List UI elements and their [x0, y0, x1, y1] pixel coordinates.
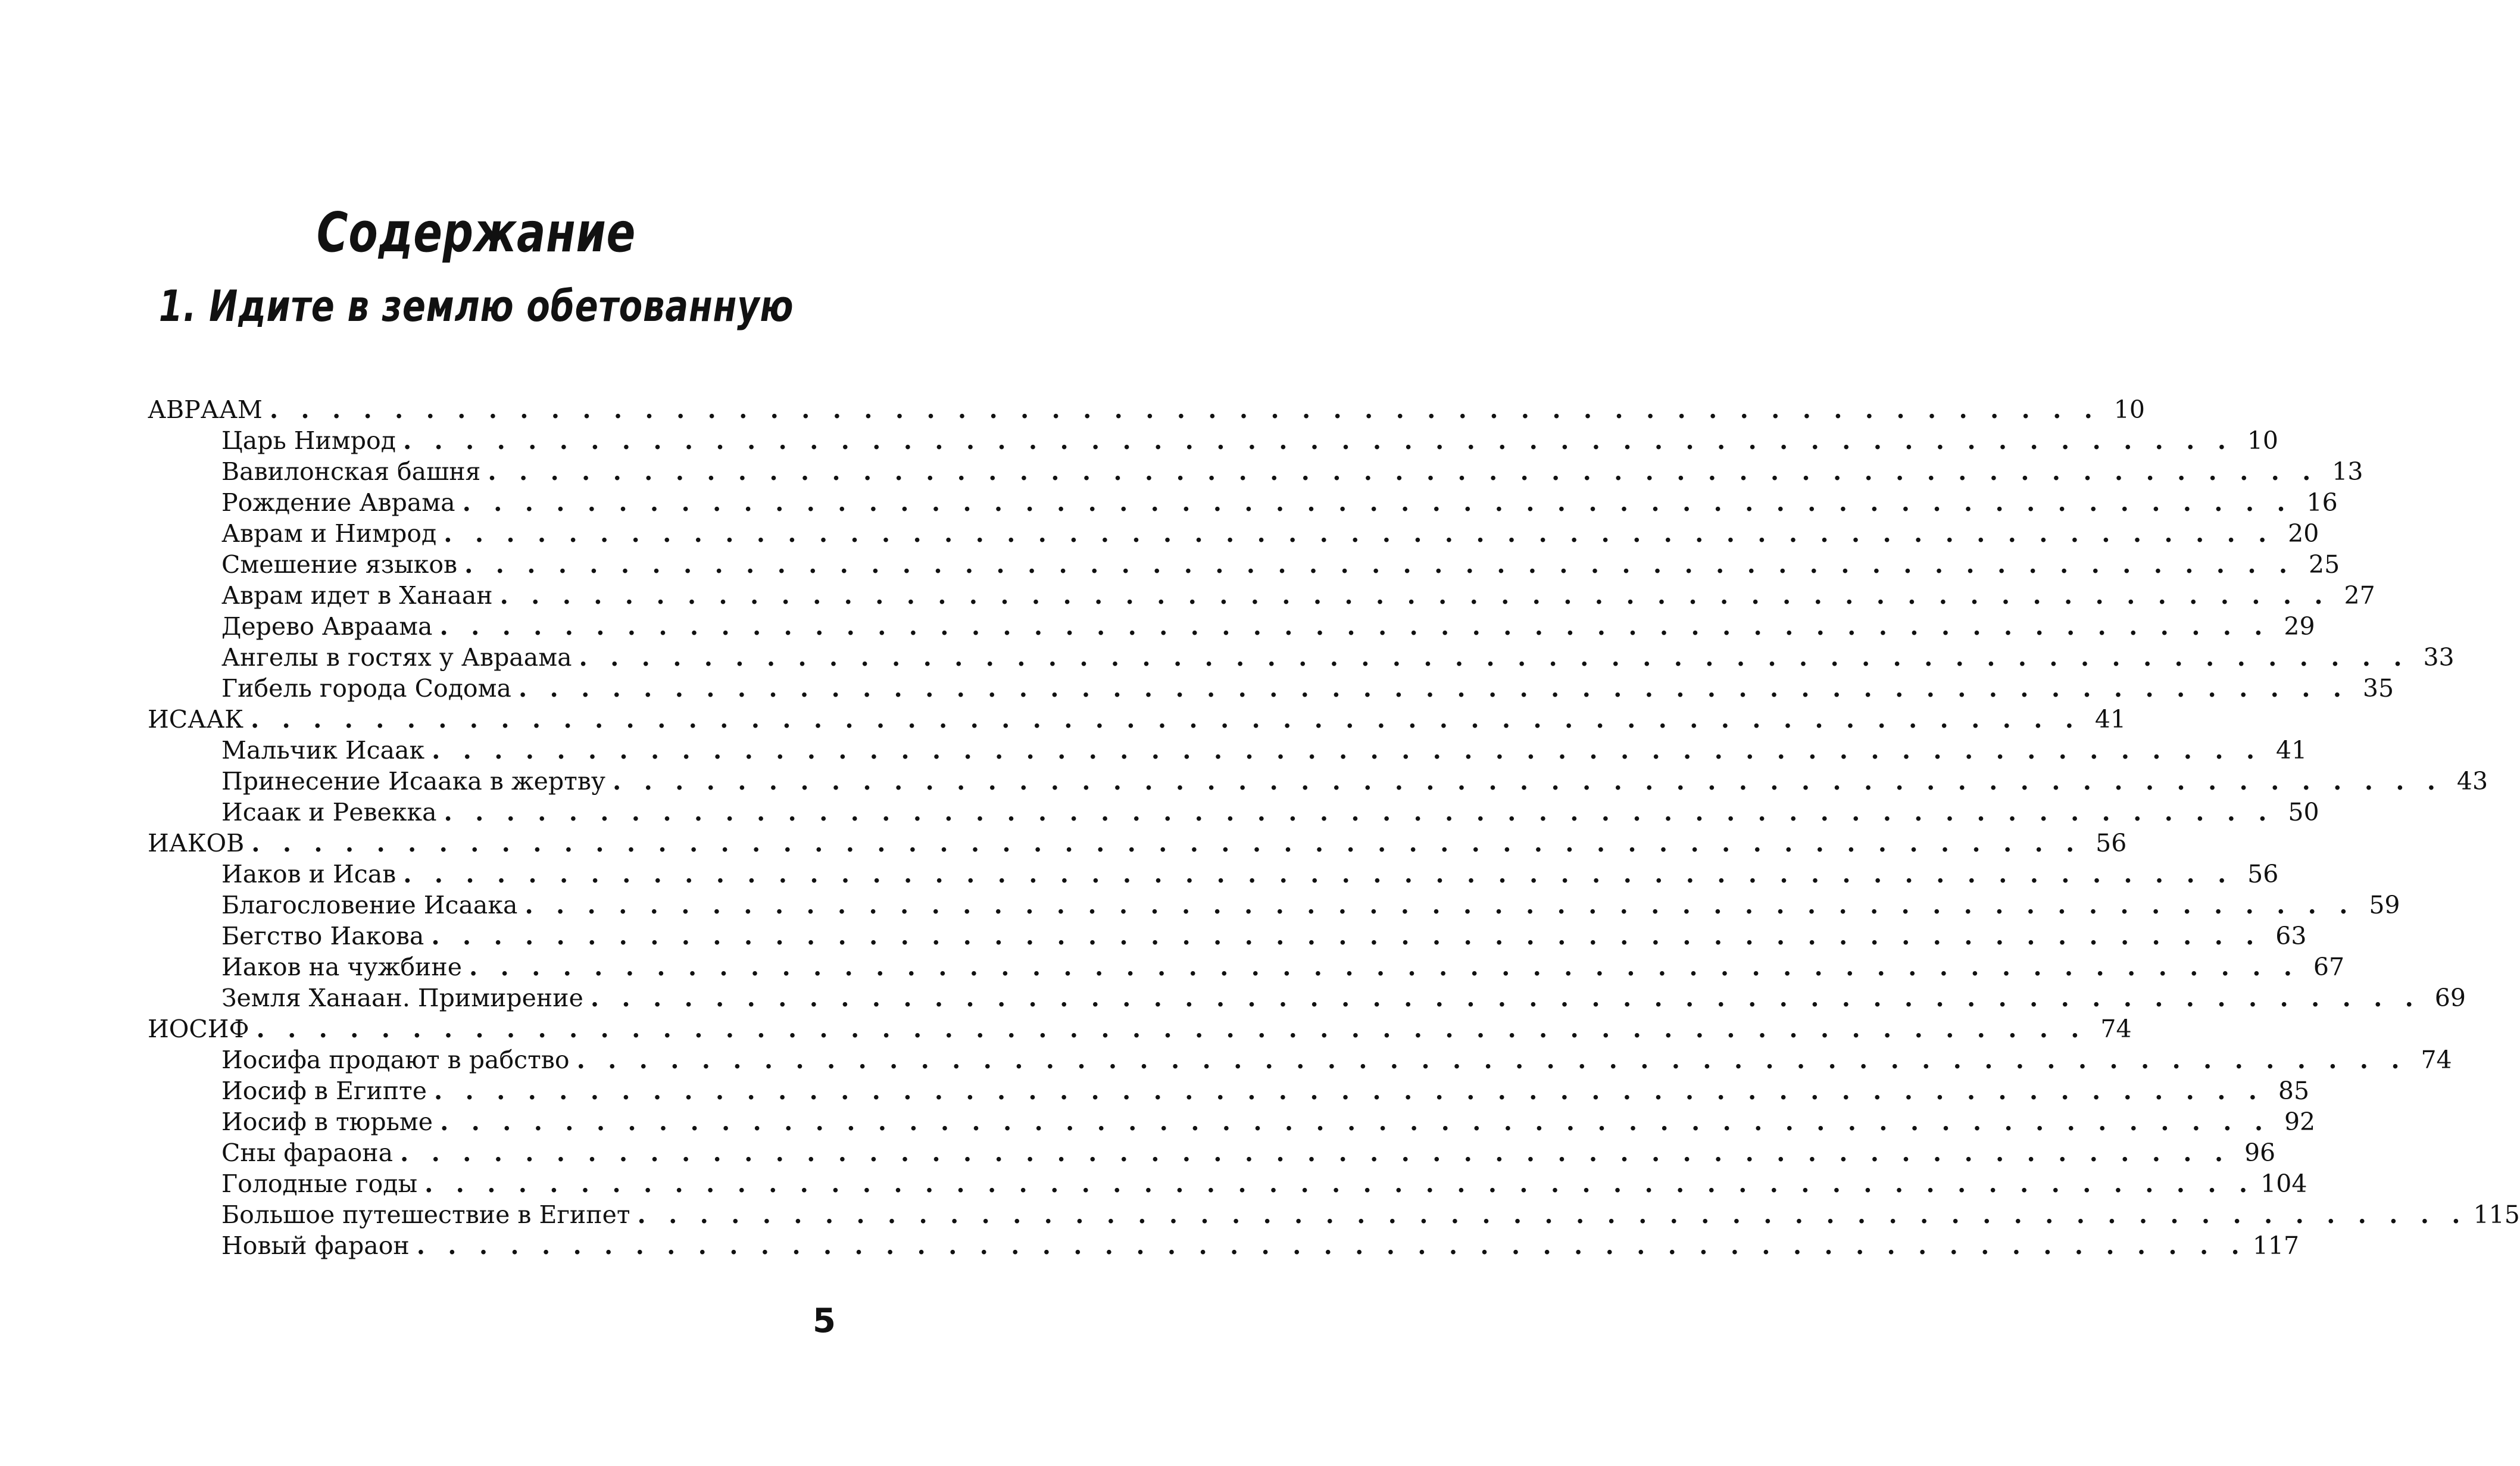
toc-subsection: [148, 457, 2363, 488]
toc-subsection: [148, 612, 2315, 643]
toc-subsection: [148, 674, 2394, 705]
toc-dot-leader: . . . . . . . . . . . . . . . . . . . . . . . . . . . . . . . . . . . . . . . . . . . . . . . . . . . . . . . . . . .: [440, 1108, 2271, 1136]
toc-subsection: [148, 643, 2455, 674]
toc-entry-title: Земля Ханаан. Примирение: [221, 984, 583, 1012]
table-of-contents: [148, 395, 2520, 1262]
toc-dot-leader: . . . . . . . . . . . . . . . . . . . . . . . . . . . . . . . . . . . . . . . . . . . . . . . . . . . . . . . . . . .: [590, 984, 2421, 1012]
toc-page-number: 74: [2421, 1046, 2452, 1074]
toc-subsection: [148, 767, 2488, 798]
toc-dot-leader: . . . . . . . . . . . . . . . . . . . . . . . . . . . . . . . . . . . . . . . . . . . . . . . . . . . . . . . . . . .: [579, 643, 2409, 672]
toc-dot-leader: . . . . . . . . . . . . . . . . . . . . . . . . . . . . . . . . . . . . . . . . . . . . . . . . . . . . . . . . . . .: [439, 612, 2270, 641]
toc-page-number: 20: [2288, 519, 2319, 548]
toc-page-number: 10: [2113, 395, 2145, 424]
part-title: 1. Идите в землю обетованную: [158, 281, 794, 331]
toc-page-number: 29: [2284, 612, 2315, 641]
toc-dot-leader: . . . . . . . . . . . . . . . . . . . . . . . . . . . . . . . . . . . . . . . . . . . . . . . . . . . . . . . . . . .: [524, 891, 2355, 919]
toc-entry-title: Аврам идет в Ханаан: [221, 581, 493, 610]
toc-subsection: [148, 1046, 2452, 1077]
toc-dot-leader: . . . . . . . . . . . . . . . . . . . . . . . . . . . . . . . . . . . . . . . . . . . . . . . . . . . . . . . . . . .: [251, 829, 2082, 857]
toc-subsection: [148, 891, 2400, 922]
toc-page-number: 50: [2288, 798, 2319, 826]
toc-subsection: [148, 1169, 2307, 1200]
toc-page-number: 25: [2309, 550, 2340, 579]
toc-dot-leader: . . . . . . . . . . . . . . . . . . . . . . . . . . . . . . . . . . . . . . . . . . . . . . . . . . . . . . . . . . .: [576, 1046, 2407, 1074]
toc-dot-leader: . . . . . . . . . . . . . . . . . . . . . . . . . . . . . . . . . . . . . . . . . . . . . . . . . . . . . . . . . . .: [250, 705, 2081, 734]
page-number: 5: [813, 1302, 836, 1340]
toc-page-number: 41: [2276, 736, 2307, 765]
toc-dot-leader: . . . . . . . . . . . . . . . . . . . . . . . . . . . . . . . . . . . . . . . . . . . . . . . . . . . . . . . . . . .: [499, 581, 2330, 610]
toc-dot-leader: . . . . . . . . . . . . . . . . . . . . . . . . . . . . . . . . . . . . . . . . . . . . . . . . . . . . . . . . . . .: [637, 1200, 2468, 1229]
toc-page-number: 56: [2247, 860, 2279, 888]
toc-page-number: 13: [2332, 457, 2363, 486]
toc-entry-title: Гибель города Содома: [221, 674, 511, 703]
toc-page-number: 56: [2096, 829, 2127, 857]
toc-entry-title: Новый фараон: [221, 1231, 410, 1260]
toc-page-number: 117: [2252, 1231, 2300, 1260]
toc-entry-title: АВРААМ: [148, 395, 263, 424]
toc-subsection: [148, 488, 2338, 519]
toc-page-number: 33: [2423, 643, 2455, 672]
page-title: Содержание: [316, 201, 636, 264]
toc-subsection: [148, 922, 2307, 953]
toc-entry-title: Царь Нимрод: [221, 426, 396, 455]
toc-subsection: [148, 519, 2319, 550]
toc-dot-leader: . . . . . . . . . . . . . . . . . . . . . . . . . . . . . . . . . . . . . . . . . . . . . . . . . . . . . . . . . . .: [416, 1231, 2247, 1260]
toc-entry-title: Аврам и Нимрод: [221, 519, 437, 548]
toc-dot-leader: . . . . . . . . . . . . . . . . . . . . . . . . . . . . . . . . . . . . . . . . . . . . . . . . . . . . . . . . . . .: [462, 488, 2293, 517]
toc-entry-title: ИОСИФ: [148, 1015, 249, 1043]
toc-page-number: 104: [2260, 1169, 2307, 1198]
toc-subsection: [148, 1077, 2310, 1108]
toc-section: [148, 1015, 2132, 1046]
toc-dot-leader: . . . . . . . . . . . . . . . . . . . . . . . . . . . . . . . . . . . . . . . . . . . . . . . . . . . . . . . . . . .: [424, 1169, 2255, 1198]
toc-dot-leader: . . . . . . . . . . . . . . . . . . . . . . . . . . . . . . . . . . . . . . . . . . . . . . . . . . . . . . . . . . .: [433, 1077, 2265, 1105]
toc-entry-title: Принесение Исаака в жертву: [221, 767, 606, 796]
toc-entry-title: Ангелы в гостях у Авраама: [221, 643, 572, 672]
toc-page-number: 115: [2473, 1200, 2520, 1229]
toc-entry-title: Иаков на чужбине: [221, 953, 462, 981]
toc-page-number: 59: [2369, 891, 2400, 919]
toc-page-number: 41: [2094, 705, 2126, 734]
toc-subsection: [148, 984, 2466, 1015]
toc-dot-leader: . . . . . . . . . . . . . . . . . . . . . . . . . . . . . . . . . . . . . . . . . . . . . . . . . . . . . . . . . . .: [402, 426, 2234, 455]
toc-page-number: 63: [2275, 922, 2307, 950]
toc-entry-title: Бегство Иакова: [221, 922, 424, 950]
toc-dot-leader: . . . . . . . . . . . . . . . . . . . . . . . . . . . . . . . . . . . . . . . . . . . . . . . . . . . . . . . . . . .: [256, 1015, 2087, 1043]
toc-page-number: 92: [2284, 1108, 2316, 1136]
toc-entry-title: ИСААК: [148, 705, 243, 734]
toc-entry-title: Исаак и Ревекка: [221, 798, 437, 826]
toc-page-number: 74: [2100, 1015, 2132, 1043]
toc-dot-leader: . . . . . . . . . . . . . . . . . . . . . . . . . . . . . . . . . . . . . . . . . . . . . . . . . . . . . . . . . . .: [403, 860, 2234, 888]
toc-dot-leader: . . . . . . . . . . . . . . . . . . . . . . . . . . . . . . . . . . . . . . . . . . . . . . . . . . . . . . . . . . .: [431, 922, 2262, 950]
toc-entry-title: Иосиф в тюрьме: [221, 1108, 433, 1136]
toc-entry-title: Иосиф в Египте: [221, 1077, 427, 1105]
toc-section: [148, 829, 2127, 860]
toc-dot-leader: . . . . . . . . . . . . . . . . . . . . . . . . . . . . . . . . . . . . . . . . . . . . . . . . . . . . . . . . . . .: [518, 674, 2349, 703]
toc-entry-title: Рождение Аврама: [221, 488, 455, 517]
toc-page-number: 27: [2344, 581, 2375, 610]
toc-subsection: [148, 426, 2279, 457]
toc-entry-title: Дерево Авраама: [221, 612, 433, 641]
toc-dot-leader: . . . . . . . . . . . . . . . . . . . . . . . . . . . . . . . . . . . . . . . . . . . . . . . . . . . . . . . . . . .: [269, 395, 2100, 424]
toc-entry-title: Сны фараона: [221, 1139, 394, 1167]
toc-entry-title: Иаков и Исав: [221, 860, 396, 888]
toc-dot-leader: . . . . . . . . . . . . . . . . . . . . . . . . . . . . . . . . . . . . . . . . . . . . . . . . . . . . . . . . . . .: [469, 953, 2300, 981]
toc-subsection: [148, 1200, 2520, 1231]
toc-page-number: 43: [2456, 767, 2488, 796]
toc-subsection: [148, 581, 2375, 612]
toc-dot-leader: . . . . . . . . . . . . . . . . . . . . . . . . . . . . . . . . . . . . . . . . . . . . . . . . . . . . . . . . . . .: [400, 1139, 2231, 1167]
toc-entry-title: Благословение Исаака: [221, 891, 518, 919]
toc-section: [148, 395, 2145, 426]
toc-page-number: 16: [2306, 488, 2338, 517]
toc-subsection: [148, 736, 2307, 767]
toc-subsection: [148, 1231, 2300, 1262]
toc-page-number: 96: [2244, 1139, 2276, 1167]
toc-entry-title: ИАКОВ: [148, 829, 245, 857]
toc-entry-title: Смешение языков: [221, 550, 458, 579]
toc-entry-title: Иосифа продают в рабство: [221, 1046, 570, 1074]
toc-page-number: 69: [2434, 984, 2466, 1012]
toc-subsection: [148, 953, 2345, 984]
toc-page-number: 67: [2313, 953, 2345, 981]
toc-entry-title: Мальчик Исаак: [221, 736, 425, 765]
toc-page-number: 85: [2278, 1077, 2310, 1105]
toc-subsection: [148, 550, 2340, 581]
toc-entry-title: Вавилонская башня: [221, 457, 481, 486]
toc-page-number: 35: [2362, 674, 2394, 703]
toc-dot-leader: . . . . . . . . . . . . . . . . . . . . . . . . . . . . . . . . . . . . . . . . . . . . . . . . . . . . . . . . . . .: [488, 457, 2318, 486]
toc-subsection: [148, 860, 2279, 891]
toc-entry-title: Большое путешествие в Египет: [221, 1200, 630, 1229]
toc-subsection: [148, 1108, 2316, 1139]
toc-entry-title: Голодные годы: [221, 1169, 418, 1198]
toc-dot-leader: . . . . . . . . . . . . . . . . . . . . . . . . . . . . . . . . . . . . . . . . . . . . . . . . . . . . . . . . . . .: [464, 550, 2295, 579]
toc-section: [148, 705, 2126, 736]
toc-dot-leader: . . . . . . . . . . . . . . . . . . . . . . . . . . . . . . . . . . . . . . . . . . . . . . . . . . . . . . . . . . .: [444, 519, 2274, 548]
toc-dot-leader: . . . . . . . . . . . . . . . . . . . . . . . . . . . . . . . . . . . . . . . . . . . . . . . . . . . . . . . . . . .: [432, 736, 2262, 765]
toc-subsection: [148, 1139, 2276, 1169]
toc-page-number: 10: [2247, 426, 2279, 455]
toc-subsection: [148, 798, 2319, 829]
toc-dot-leader: . . . . . . . . . . . . . . . . . . . . . . . . . . . . . . . . . . . . . . . . . . . . . . . . . . . . . . . . . . .: [613, 767, 2443, 796]
toc-dot-leader: . . . . . . . . . . . . . . . . . . . . . . . . . . . . . . . . . . . . . . . . . . . . . . . . . . . . . . . . . . .: [444, 798, 2274, 826]
